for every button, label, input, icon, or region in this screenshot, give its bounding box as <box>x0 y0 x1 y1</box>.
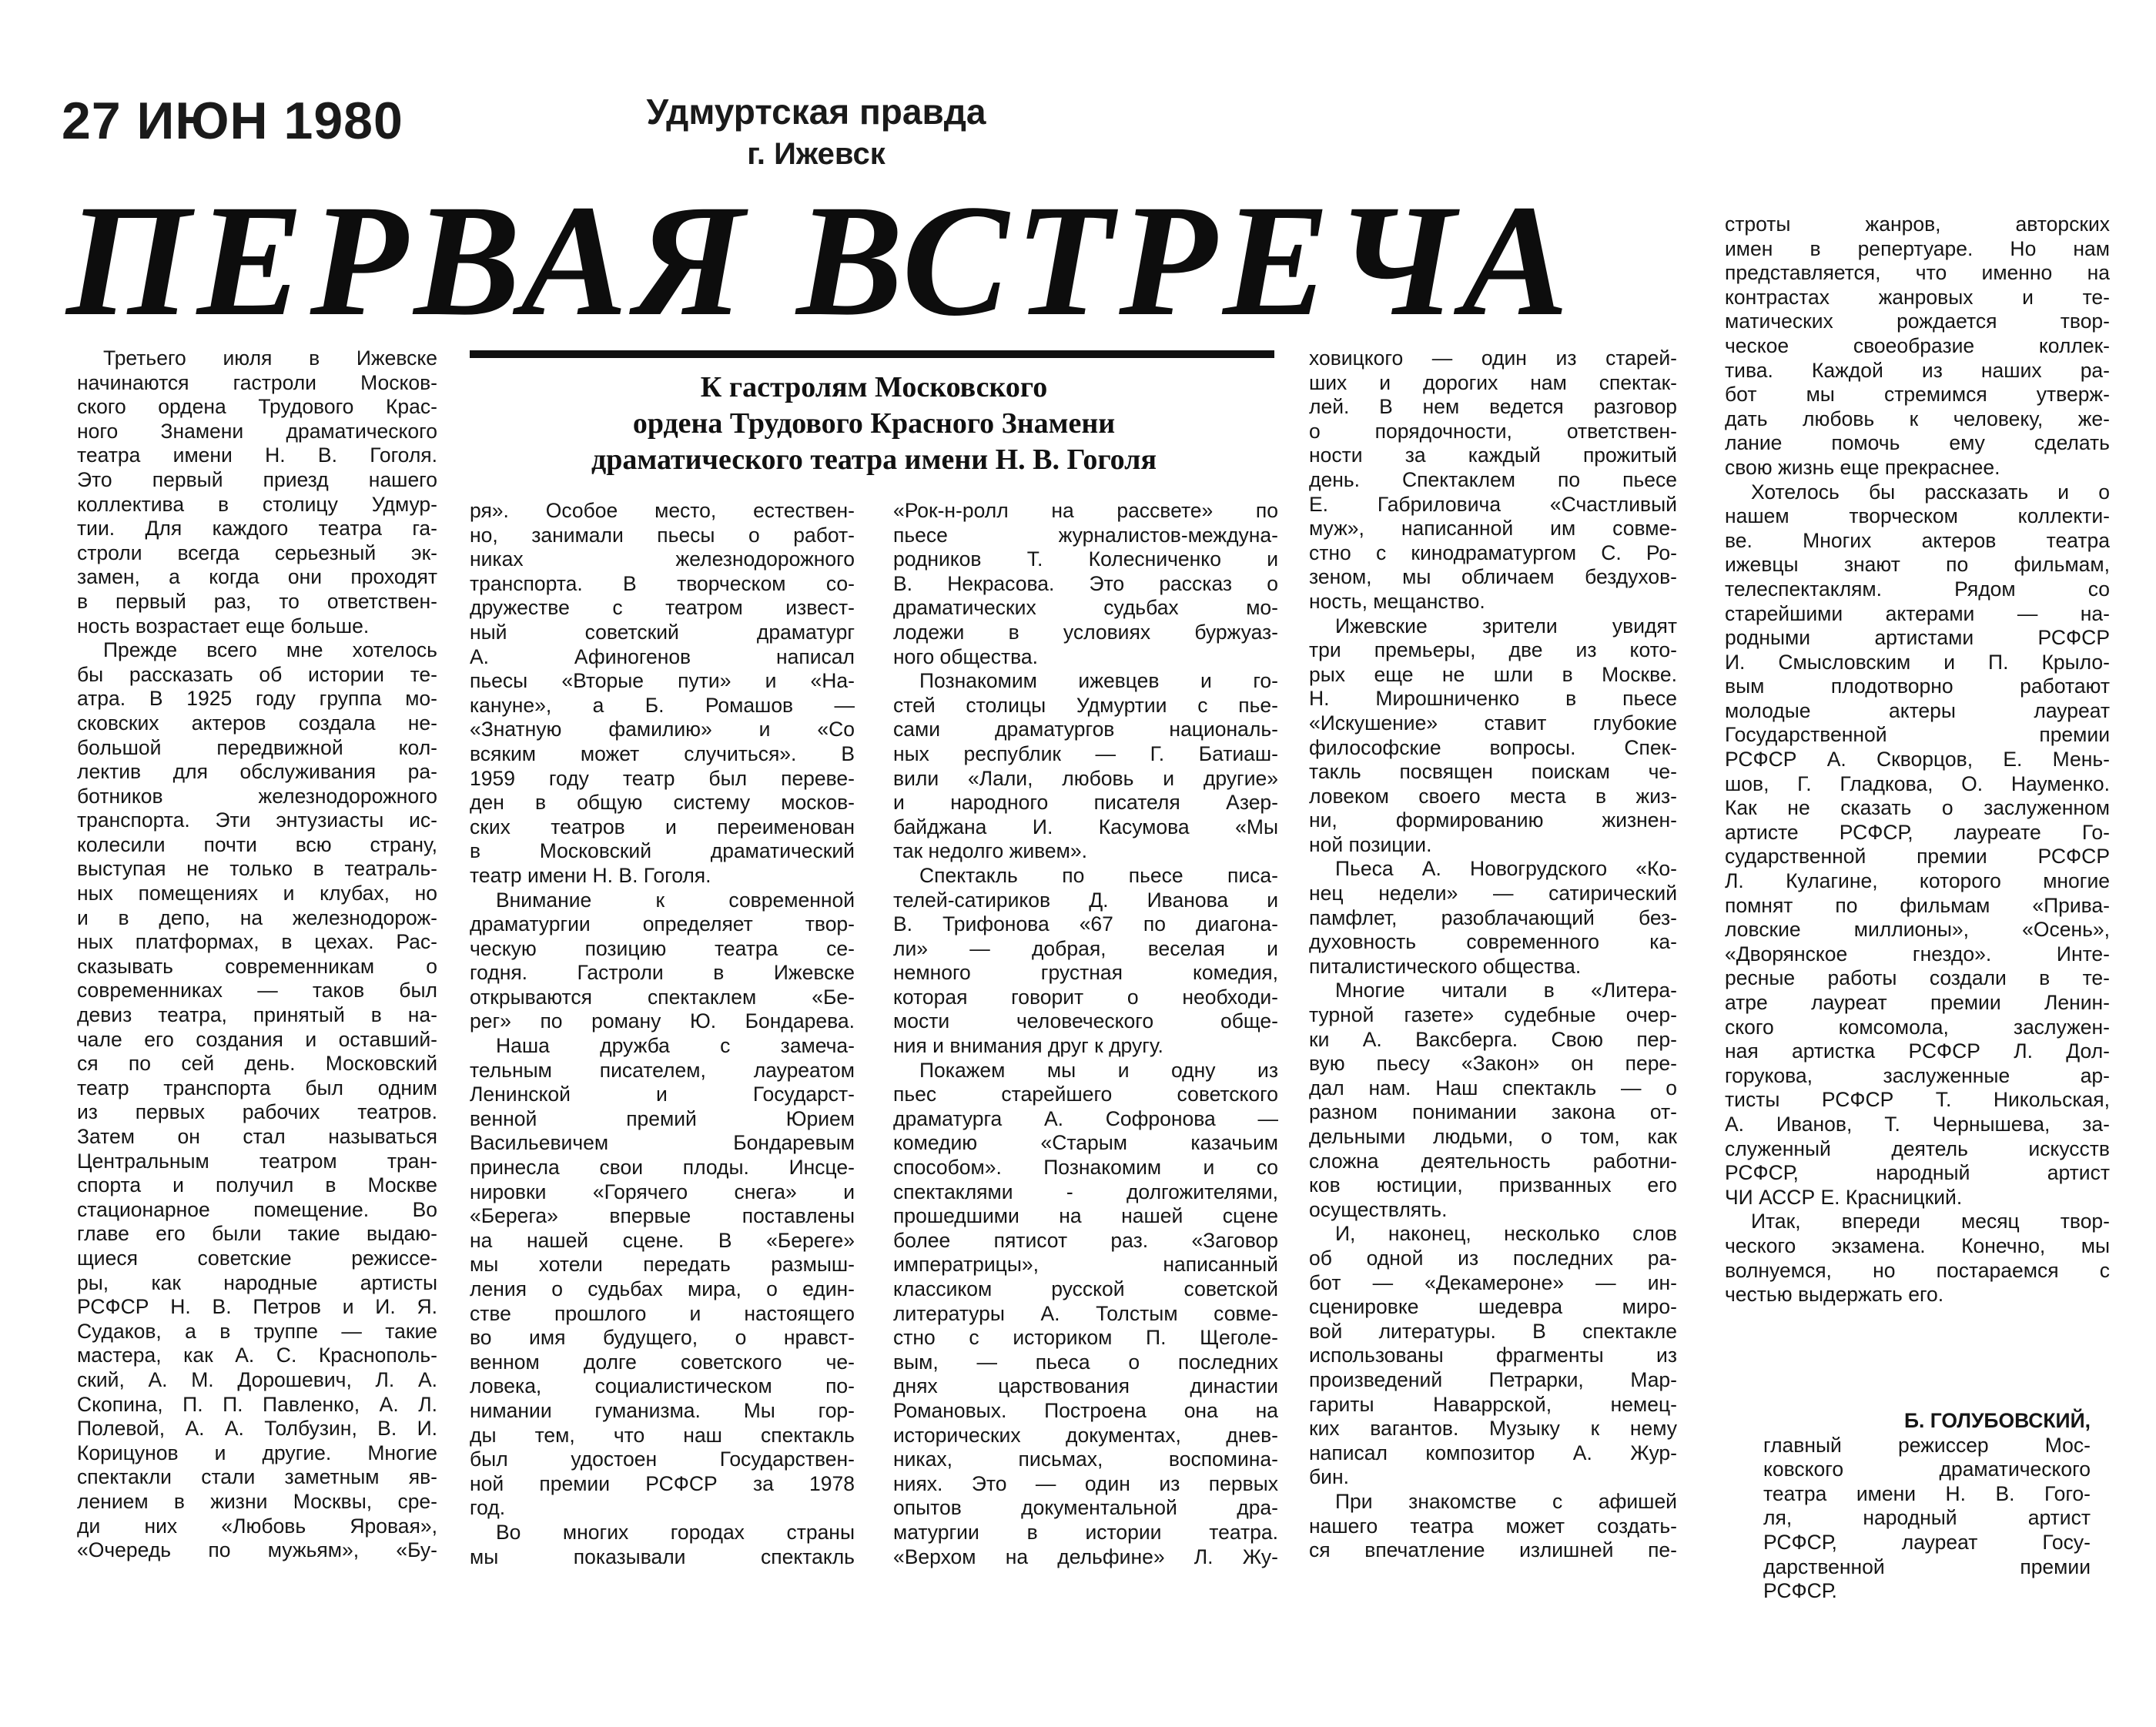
text-line: В. Трифонова «67 по диагона- <box>893 912 1278 936</box>
text-line: в Московский драматический <box>470 839 855 863</box>
text-line: ный советский драматург <box>470 620 855 644</box>
text-line: пьес старейшего советского <box>893 1083 1278 1106</box>
text-line: днях царствования династии <box>893 1374 1278 1398</box>
text-line: контрастах жанровых и те- <box>1725 285 2110 309</box>
text-line: волнуемся, но постараемся с <box>1725 1258 2110 1282</box>
date-stamp: 27 ИЮН 1980 <box>62 92 403 150</box>
text-line: Наша дружба с замеча- <box>496 1034 855 1058</box>
signature-title-line: театра имени Н. В. Гого- <box>1763 1481 2091 1505</box>
text-line: ков юстиции, призванных его <box>1309 1173 1677 1197</box>
text-line: Корицунов и другие. Многие <box>77 1441 437 1464</box>
text-line: прошедшими на нашей сцене <box>893 1204 1278 1228</box>
text-line: бот — «Декамероне» — ин- <box>1309 1270 1677 1294</box>
newspaper-city: г. Ижевск <box>747 137 886 171</box>
text-line: Внимание к современной <box>496 888 855 912</box>
text-line: Многие читали в «Литера- <box>1335 979 1677 1002</box>
text-line: рых еще не шли в Москве. <box>1309 662 1677 686</box>
text-line: использованы фрагменты из <box>1309 1344 1677 1367</box>
text-line: матургии в истории театра. <box>893 1520 1278 1544</box>
text-line: мости человеческого обще- <box>893 1009 1278 1033</box>
text-line: шов, Г. Гладкова, О. Науменко. <box>1725 771 2110 795</box>
text-line: Пьеса А. Новогрудского «Ко- <box>1335 857 1677 881</box>
text-line: старейшими актерами — на- <box>1725 601 2110 625</box>
text-line: ли» — добрая, веселая и <box>893 936 1278 960</box>
text-line: три премьеры, две из кото- <box>1309 638 1677 662</box>
text-line: ся по сей день. Московский <box>77 1052 437 1076</box>
text-line: чале его создания и оставший- <box>77 1027 437 1051</box>
text-line: Центральным театром тран- <box>77 1149 437 1173</box>
text-line: ки А. Ваксберга. Свою пер- <box>1309 1027 1677 1051</box>
text-line: В. Некрасова. Это рассказ о <box>893 571 1278 595</box>
text-line: ижевцы знают по фильмам, <box>1725 553 2110 577</box>
text-line: артисте РСФСР, лауреате Го- <box>1725 820 2110 844</box>
text-line: театра имени Н. В. Гоголя. <box>77 443 437 467</box>
text-line: сковских актеров создала не- <box>77 711 437 735</box>
text-line: нец недели» — сатирический <box>1309 882 1677 905</box>
text-line: «Рок-н-ролл на рассвете» по <box>893 499 1278 522</box>
text-line: дружестве с театром извест- <box>470 596 855 620</box>
text-line: молодые актеры лауреат <box>1725 698 2110 722</box>
text-line: «Очередь по мужьям», «Бу- <box>77 1538 437 1562</box>
text-line: атре лауреат премии Ленин- <box>1725 991 2110 1014</box>
text-line: пьесе журналистов-междуна- <box>893 523 1278 547</box>
subtitle-line: ордена Трудового Красного Знамени <box>632 407 1116 440</box>
text-line: Л. Кулагине, которого многие <box>1725 869 2110 893</box>
text-line: служенный деятель искусств <box>1725 1136 2110 1160</box>
text-line: И, наконец, несколько слов <box>1335 1222 1677 1246</box>
text-line: телеспектаклям. Рядом со <box>1725 577 2110 601</box>
text-line: зеном, мы обличаем бездухов- <box>1309 565 1677 589</box>
text-line: Романовых. Построена она на <box>893 1398 1278 1422</box>
text-line: театр имени Н. В. Гоголя. <box>470 863 711 887</box>
text-line: мастера, как А. С. Краснополь- <box>77 1344 437 1367</box>
text-line: Как не сказать о заслуженном <box>1725 796 2110 820</box>
signature-title-line: ля, народный артист <box>1763 1506 2091 1530</box>
text-line: во имя будущего, о нравст- <box>470 1326 855 1350</box>
text-line: дельными людьми, о том, как <box>1309 1125 1677 1148</box>
text-line: Познакомим ижевцев и го- <box>919 669 1278 693</box>
text-line: ры, как народные артисты <box>77 1270 437 1294</box>
article-column-5 <box>1725 213 2110 1307</box>
text-line: венной премий Юрием <box>470 1106 855 1130</box>
text-line: мы хотели передать размыш- <box>470 1253 855 1277</box>
text-line: ность возрастает еще больше. <box>77 614 370 638</box>
text-line: ная артистка РСФСР Л. Дол- <box>1725 1039 2110 1063</box>
text-line: нировки «Горячего снега» и <box>470 1180 855 1203</box>
text-line: ления о судьбах мира, о един- <box>470 1277 855 1300</box>
text-line: ловеком своего места в жиз- <box>1309 784 1677 808</box>
headline-rule <box>470 350 1274 358</box>
text-line: исторических документах, днев- <box>893 1423 1278 1447</box>
text-line: Итак, впереди месяц твор- <box>1751 1210 2110 1233</box>
text-line: ховицкого — один из старей- <box>1309 346 1677 370</box>
text-line: матических рождается твор- <box>1725 310 2110 333</box>
text-line: стно с историком П. Щеголе- <box>893 1326 1278 1350</box>
text-line: литературы А. Толстым совме- <box>893 1301 1278 1325</box>
text-line: сударственной премии РСФСР <box>1725 845 2110 869</box>
text-line: день. Спектаклем по пьесе <box>1309 467 1677 491</box>
text-line: ных помещениях и клубах, но <box>77 882 437 905</box>
text-line: щиеся советские режиссе- <box>77 1246 437 1270</box>
text-line: нимании гуманизма. Мы гор- <box>470 1398 855 1422</box>
article-subtitle <box>477 370 1270 478</box>
text-line: РСФСР Н. В. Петров и И. Я. <box>77 1295 437 1319</box>
text-line: нашем творческом коллекти- <box>1725 504 2110 528</box>
text-line: пьесы «Вторые пути» и «На- <box>470 669 855 693</box>
text-line: год. <box>470 1496 506 1520</box>
text-line: об одной из последних ра- <box>1309 1246 1677 1270</box>
text-line: ких вагантов. Музыку к нему <box>1309 1417 1677 1441</box>
text-line: ни, формированию жизнен- <box>1309 808 1677 832</box>
text-line: родными артистами РСФСР <box>1725 626 2110 650</box>
text-line: Прежде всего мне хотелось <box>103 638 437 662</box>
text-line: спектакли стали заметным яв- <box>77 1465 437 1489</box>
text-line: Судаков, а в труппе — такие <box>77 1319 437 1343</box>
text-line: духовность современного ка- <box>1309 930 1677 954</box>
text-line: колесили почти всю страну, <box>77 832 437 856</box>
text-line: немного грустная комедия, <box>893 961 1278 985</box>
text-line: нашего театра может создать- <box>1309 1514 1677 1538</box>
text-line: ского комсомола, заслужен- <box>1725 1015 2110 1039</box>
text-line: рег» по роману Ю. Бондарева. <box>470 1009 855 1033</box>
text-line: дал нам. Наш спектакль — о <box>1309 1076 1677 1099</box>
text-line: способом». Познакомим и со <box>893 1156 1278 1180</box>
text-line: на нашей сцене. В «Береге» <box>470 1228 855 1252</box>
text-line: Покажем мы и одну из <box>919 1058 1278 1082</box>
text-line: помнят по фильмам «Прива- <box>1725 893 2110 917</box>
text-line: строли всегда серьезный эк- <box>77 541 437 564</box>
text-line: честью выдержать его. <box>1725 1283 1944 1307</box>
text-line: муж», написанной им совме- <box>1309 517 1677 541</box>
text-line: транспорта. В творческом со- <box>470 571 855 595</box>
text-line: но, занимали пьесы о работ- <box>470 523 855 547</box>
text-line: опытов документальной дра- <box>893 1496 1278 1520</box>
subtitle-line: К гастролям Московского <box>700 371 1048 403</box>
text-line: спорта и получил в Москве <box>77 1173 437 1197</box>
text-line: вили «Лали, любовь и другие» <box>893 766 1278 790</box>
signature-title-line: дарственной премии <box>1763 1555 2091 1578</box>
text-line: ческого экзамена. Конечно, мы <box>1725 1233 2110 1257</box>
text-line: «Дворянское гнездо». Инте- <box>1725 942 2110 966</box>
text-line: ловека, социалистическом по- <box>470 1374 855 1398</box>
text-line: ЧИ АССР Е. Красницкий. <box>1725 1185 1963 1209</box>
text-line: ся впечатление излишней пе- <box>1309 1538 1677 1562</box>
text-line: разном понимании закона от- <box>1309 1100 1677 1124</box>
text-line: свою жизнь еще прекраснее. <box>1725 455 2000 479</box>
newspaper-name: Удмуртская правда <box>646 92 986 132</box>
text-line: стно с кинодраматургом С. Ро- <box>1309 541 1677 564</box>
text-line: большой передвижной кол- <box>77 735 437 759</box>
text-line: написал композитор А. Жур- <box>1309 1441 1677 1464</box>
text-line: мы показывали спектакль <box>470 1545 855 1568</box>
text-line: тии. Для каждого театра га- <box>77 517 437 541</box>
text-line: замен, а когда они проходят <box>77 565 437 589</box>
text-line: никах железнодорожного <box>470 547 855 571</box>
text-line: годня. Гастроли в Ижевске <box>470 961 855 985</box>
text-line: сами драматургов националь- <box>893 718 1278 741</box>
text-line: родников Т. Колесниченко и <box>893 547 1278 571</box>
text-line: драматургии определяет твор- <box>470 912 855 936</box>
text-line: «Искушение» ставит глубокие <box>1309 711 1677 735</box>
text-line: «Знатную фамилию» и «Со <box>470 718 855 741</box>
text-line: начинаются гастроли Москов- <box>77 370 437 394</box>
text-line: Ижевские зрители увидят <box>1335 614 1677 638</box>
text-line: ной премии РСФСР за 1978 <box>470 1471 855 1495</box>
text-line: ловские миллионы», «Осень», <box>1725 918 2110 942</box>
text-line: коллектива в столицу Удмур- <box>77 492 437 516</box>
text-line: ских театров и переименован <box>470 815 855 838</box>
text-line: лектив для обслуживания ра- <box>77 760 437 784</box>
text-line: спектаклями - долгожителями, <box>893 1180 1278 1203</box>
text-line: турной газете» судебные очер- <box>1309 1003 1677 1027</box>
text-line: ве. Многих актеров театра <box>1725 528 2110 552</box>
signature-title-line: РСФСР, лауреат Госу- <box>1763 1530 2091 1554</box>
text-line: главе его были такие выдаю- <box>77 1222 437 1246</box>
text-line: лание помочь ему сделать <box>1725 431 2110 455</box>
text-line: всяким может случиться». В <box>470 741 855 765</box>
article-column-1 <box>77 346 437 1563</box>
text-line: Скопина, П. П. Павленко, А. Л. <box>77 1392 437 1416</box>
text-line: транспорта. Эти энтузиасты ис- <box>77 808 437 832</box>
text-line: Во многих городах страны <box>496 1520 855 1544</box>
signature-title-line: главный режиссер Мос- <box>1763 1433 2091 1457</box>
text-line: театр транспорта был одним <box>77 1076 437 1099</box>
text-line: ного общества. <box>893 644 1038 668</box>
article-headline: ПЕРВАЯ ВСТРЕЧА <box>66 172 1575 349</box>
signature-block <box>1763 1409 2091 1604</box>
text-line: осуществлять. <box>1309 1197 1448 1221</box>
article-column-4 <box>1309 346 1677 1563</box>
text-line: драматурга А. Софронова — <box>893 1106 1278 1130</box>
text-line: Васильевичем Бондаревым <box>470 1131 855 1155</box>
text-line: ресные работы создали в те- <box>1725 966 2110 990</box>
text-line: ного Знамени драматического <box>77 419 437 443</box>
text-line: комедию «Старым казачьим <box>893 1131 1278 1155</box>
text-line: Это первый приезд нашего <box>77 467 437 491</box>
signature-name: Б. ГОЛУБОВСКИЙ, <box>1903 1409 2091 1432</box>
text-line: классиком русской советской <box>893 1277 1278 1300</box>
text-line: лением в жизни Москвы, сре- <box>77 1489 437 1513</box>
text-line: байджана И. Касумова «Мы <box>893 815 1278 838</box>
text-line: был удостоен Государствен- <box>470 1448 855 1471</box>
text-line: венном долге советского че- <box>470 1350 855 1374</box>
text-line: ря». Особое место, естествен- <box>470 499 855 522</box>
text-line: Е. Габриловича «Счастливый <box>1309 492 1677 516</box>
text-line: открываются спектаклем «Бе- <box>470 985 855 1009</box>
text-line: атра. В 1925 году группа мо- <box>77 687 437 711</box>
text-line: РСФСР, народный артист <box>1725 1161 2110 1185</box>
text-line: вым плодотворно работают <box>1725 674 2110 698</box>
text-line: и в депо, на железнодорож- <box>77 905 437 929</box>
text-line: А. Афиногенов написал <box>470 644 855 668</box>
text-line: ский, А. М. Дорошевич, Л. А. <box>77 1367 437 1391</box>
text-line: ших и дорогих нам спектак- <box>1309 370 1677 394</box>
text-line: ди них «Любовь Яровая», <box>77 1514 437 1538</box>
text-line: вую пьесу «Закон» он пере- <box>1309 1052 1677 1076</box>
text-line: телей-сатириков Д. Иванова и <box>893 888 1278 912</box>
text-line: А. Иванов, Т. Чернышева, за- <box>1725 1112 2110 1136</box>
text-line: которая говорит о необходи- <box>893 985 1278 1009</box>
text-line: стационарное помещение. Во <box>77 1197 437 1221</box>
text-line: бы рассказать об истории те- <box>77 662 437 686</box>
text-line: лодежи в условиях буржуаз- <box>893 620 1278 644</box>
text-line: Затем он стал называться <box>77 1125 437 1148</box>
text-line: ных республик — Г. Батиаш- <box>893 741 1278 765</box>
text-line: лей. В нем ведется разговор <box>1309 395 1677 419</box>
text-line: принесла свои плоды. Инсце- <box>470 1156 855 1180</box>
text-line: выступая не только в театраль- <box>77 857 437 881</box>
text-line: ден в общую систему москов- <box>470 791 855 815</box>
text-line: ческое своеобразие коллек- <box>1725 333 2110 357</box>
text-line: ности за каждый прожитый <box>1309 443 1677 467</box>
subtitle-line: драматического театра имени Н. В. Гоголя <box>591 443 1157 476</box>
text-line: современниках — таков был <box>77 979 437 1002</box>
text-line: и народного писателя Азер- <box>893 791 1278 815</box>
text-line: произведений Петрарки, Мар- <box>1309 1367 1677 1391</box>
text-line: памфлет, разоблачающий без- <box>1309 905 1677 929</box>
text-line: дать любовь к человеку, же- <box>1725 407 2110 430</box>
text-line: так недолго живем». <box>893 839 1087 863</box>
text-line: 1959 году театр был переве- <box>470 766 855 790</box>
text-line: «Верхом на дельфине» Л. Жу- <box>893 1545 1278 1568</box>
text-line: из первых рабочих театров. <box>77 1100 437 1124</box>
text-line: Н. Мирошниченко в пьесе <box>1309 687 1677 711</box>
text-line: сложна деятельность работни- <box>1309 1149 1677 1173</box>
signature-title <box>1763 1434 2091 1604</box>
text-line: тисты РСФСР Т. Никольская, <box>1725 1088 2110 1112</box>
text-line: тельным писателем, лауреатом <box>470 1058 855 1082</box>
text-line: стве прошлого и настоящего <box>470 1301 855 1325</box>
text-line: питалистического общества. <box>1309 954 1582 978</box>
text-line: философские вопросы. Спек- <box>1309 735 1677 759</box>
text-line: стей столицы Удмуртии с пье- <box>893 693 1278 717</box>
text-line: «Берега» впервые поставлены <box>470 1204 855 1228</box>
text-line: Ленинской и Государст- <box>470 1083 855 1106</box>
signature-title-line: ковского драматического <box>1763 1458 2091 1481</box>
text-line: представляется, что именно на <box>1725 261 2110 285</box>
text-line: сценировке шедевра миро- <box>1309 1295 1677 1319</box>
text-line: императрицы», написанный <box>893 1253 1278 1277</box>
text-line: такль посвящен поискам че- <box>1309 760 1677 784</box>
signature-title-line: РСФСР. <box>1763 1579 1837 1603</box>
text-line: никах, письмах, воспомина- <box>893 1448 1278 1471</box>
text-line: драматических судьбах мо- <box>893 596 1278 620</box>
text-line: о порядочности, ответствен- <box>1309 419 1677 443</box>
text-line: ных платформах, в цехах. Рас- <box>77 930 437 954</box>
text-line: И. Смысловским и П. Крыло- <box>1725 650 2110 674</box>
text-line: При знакомстве с афишей <box>1335 1489 1677 1513</box>
text-line: РСФСР А. Скворцов, Е. Мень- <box>1725 748 2110 771</box>
text-line: ниях. Это — один из первых <box>893 1471 1278 1495</box>
text-line: ческую позицию театра се- <box>470 936 855 960</box>
text-line: вой литературы. В спектакле <box>1309 1319 1677 1343</box>
text-line: Хотелось бы рассказать и о <box>1751 480 2110 504</box>
text-line: бин. <box>1309 1465 1349 1489</box>
text-line: Третьего июля в Ижевске <box>103 346 437 370</box>
text-line: вым, — пьеса о последних <box>893 1350 1278 1374</box>
text-line: ния и внимания друг к другу. <box>893 1034 1163 1058</box>
article-column-3 <box>893 499 1278 1569</box>
text-line: горукова, заслуженные ар- <box>1725 1063 2110 1087</box>
text-line: ды тем, что наш спектакль <box>470 1423 855 1447</box>
text-line: имен в репертуаре. Но нам <box>1725 236 2110 260</box>
text-line: более пятисот раз. «Заговор <box>893 1228 1278 1252</box>
text-line: ной позиции. <box>1309 832 1432 856</box>
text-line: кануне», а Б. Ромашов — <box>470 693 855 717</box>
text-line: тива. Каждой из наших ра- <box>1725 358 2110 382</box>
text-line: бот мы стремимся утверж- <box>1725 383 2110 407</box>
text-line: гариты Наваррской, немец- <box>1309 1392 1677 1416</box>
text-line: Спектакль по пьесе писа- <box>919 863 1278 887</box>
text-line: ботников железнодорожного <box>77 784 437 808</box>
text-line: Государственной премии <box>1725 723 2110 747</box>
text-line: в первый раз, то ответствен- <box>77 589 437 613</box>
article-column-2 <box>470 499 855 1569</box>
text-line: строты жанров, авторских <box>1725 213 2110 236</box>
text-line: сказывать современникам о <box>77 954 437 978</box>
text-line: Полевой, А. А. Толбузин, В. И. <box>77 1417 437 1441</box>
text-line: девиз театра, принятый в на- <box>77 1003 437 1027</box>
text-line: ность, мещанство. <box>1309 589 1485 613</box>
text-line: ского ордена Трудового Крас- <box>77 395 437 419</box>
